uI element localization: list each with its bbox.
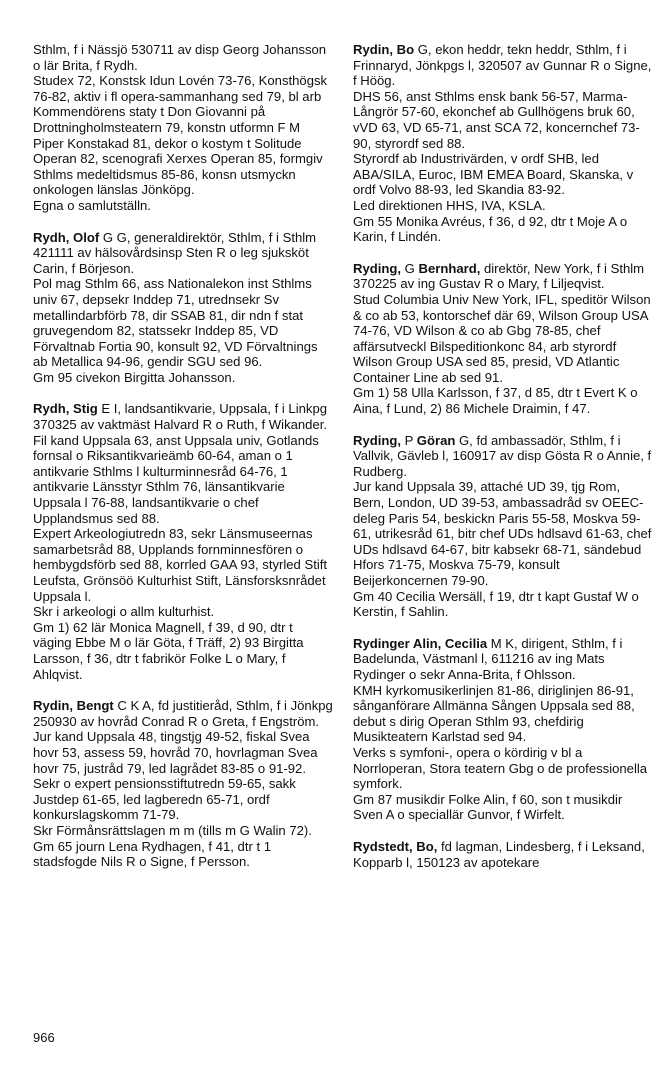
entry-paragraph: DHS 56, anst Sthlms ensk bank 56-57, Marma-Långrör 57-60, ekonchef ab Gullhögens bruk 60, vVD 63, VD 65-71, anst SCA 72, koncernchef 73-90, styrordf sed 88.	[353, 88, 640, 151]
biography-entry	[33, 401, 333, 682]
entry-paragraph: Gm 55 Monika Avréus, f 36, d 92, dtr t Moje A o Karin, f Lindén.	[353, 213, 628, 245]
biography-entry	[33, 42, 333, 214]
person-name: Ryding,	[353, 432, 402, 448]
entry-paragraph: KMH kyrkomusikerlinjen 81-86, diriglinjen 86-91, sånganförare Allmänna Sången Uppsala sed 88, debut s dirig Operan Sthlm 93, chefdirig Musikteatern Karlstad sed 94.	[353, 682, 635, 745]
entry-intro: M K, dirigent, Sthlm, f i Badelunda, Västmanl l, 611216 av ing Mats Rydinger o sekr Anna-Brita, f Ohlsson.	[353, 635, 623, 682]
entry-paragraph: Jur kand Uppsala 39, attaché UD 39, tjg Rom, Bern, London, UD 39-53, ambassadråd sv OEEC-deleg Paris 54, beskickn Paris 55-58, Moskva 59-61, utrikesråd 61, bitr chef UDs hdlsavd 61-63, chef UDs hdlsavd 64-67, bitr kabsekr 68-71, sändebud Hfors 71-75, Moskva 75-79, konsult Beijerkoncernen 79-90.	[353, 479, 652, 588]
entry-paragraph: Gm 87 musikdir Folke Alin, f 60, son t musikdir Sven A o speciallär Gunvor, f Wirfelt.	[353, 791, 623, 823]
entry-intro: G, fd ambassadör, Sthlm, f i Vallvik, Gävleb l, 160917 av disp Gösta R o Annie, f Rudberg.	[353, 432, 652, 479]
entry-intro: direktör, New York, f i Sthlm 370225 av ing Gustav R o Mary, f Liljeqvist.	[353, 260, 645, 292]
entry-paragraph: Gm 65 journ Lena Rydhagen, f 41, dtr t 1 stadsfogde Nils R o Signe, f Persson.	[33, 838, 272, 870]
entry-heading	[353, 261, 655, 292]
entry-paragraph: Stud Columbia Univ New York, IFL, speditör Wilson & co ab 53, kontorschef där 69, Wilson Group USA 74-76, VD Wilson & co ab Gbg 78-85, chef affärsutveckl Bilspeditionkonc 84, arb styrordf Wilson Group USA sed 85, presid, VD Atlantic Container Line ab sed 91.	[353, 291, 651, 385]
entry-paragraph: Studex 72, Konstsk Idun Lovén 73-76, Konsthögsk 76-82, aktiv i fl opera-sammanhang sed 79, bl arb Kommendörens staty t Don Giovanni på Drottningholmsteatern 79, konstn utformn F M Piper Konstakad 81, dekor o kostym t Solitude Operan 82, scenografi Xerxes Operan 85, formgiv Sthlms medeltidsmus 85-86, konsn utsmyckn onkologen länslas Jönköpg.	[33, 73, 328, 198]
entry-heading	[33, 230, 333, 277]
person-name: Rydh, Stig	[33, 401, 98, 417]
biography-entry	[353, 839, 655, 870]
entry-heading	[353, 839, 655, 870]
entry-intro: G G, generaldirektör, Sthlm, f i Sthlm 421111 av hälsovårdsinsp Sten R o leg sjuksköt Carin, f Börjeson.	[33, 229, 317, 276]
entry-heading	[353, 636, 655, 683]
person-name: Rydinger Alin, Cecilia	[353, 635, 488, 651]
biography-entry	[33, 230, 333, 386]
entry-heading	[353, 42, 655, 89]
entry-paragraph: Skr Förmånsrättslagen m m (tills m G Walin 72).	[33, 822, 312, 838]
person-name: Rydin, Bo	[353, 42, 415, 57]
entry-paragraph: Expert Arkeologiutredn 83, sekr Länsmuseernas samarbetsråd 88, Upplands fornminnesfören o hembygdsförb sed 88, korrled GAA 93, styrled Stift Leufsta, Grönsöö Kulturhist Stift, Länsforsksnrådet Uppsala l.	[33, 526, 328, 604]
name-initial: G	[401, 260, 419, 276]
entry-heading	[33, 401, 333, 432]
entry-paragraph: Verks s symfoni-, opera o kördirig v bl a Norrloperan, Stora teatern Gbg o de professionella symfork.	[353, 744, 648, 792]
entry-heading	[353, 433, 655, 480]
person-name: Rydstedt, Bo,	[353, 838, 438, 854]
entry-paragraph: Gm 95 civekon Birgitta Johansson.	[33, 369, 236, 385]
entry-paragraph: Pol mag Sthlm 66, ass Nationalekon inst Sthlms univ 67, depsekr Inddep 71, utrednsekr Sv metallindarbförb 78, dir SSAB 81, dir ndn f stat gruvegendom 82, statssekr Inddep 85, VD Förvaltnab Fortia 90, konsult 92, VD Förvaltnings ab Metallica 94-96, gendir SGU sed 96.	[33, 276, 318, 370]
entry-paragraph: Sekr o expert pensionsstiftutredn 59-65, sakk Justdep 61-65, led lagberedn 65-71, ordf konkurslagskomm 71-79.	[33, 776, 296, 823]
person-name: Rydin, Bengt	[33, 698, 114, 714]
entry-paragraph: Gm 1) 62 lär Monica Magnell, f 39, d 90, dtr t väging Ebbe M o lär Göta, f Träff, 2) 93 Birgitta Larsson, f 36, dtr t fabrikör Folke L o Mary, f Ahlqvist.	[33, 619, 304, 682]
biography-entry	[353, 433, 655, 620]
entry-intro: C K A, fd justitieråd, Sthlm, f i Jönkpg 250930 av hovråd Conrad R o Greta, f Engström.	[33, 698, 333, 729]
entry-paragraph: Gm 1) 58 Ulla Karlsson, f 37, d 85, dtr t Evert K o Aina, f Lund, 2) 86 Michele Draimin, f 47.	[353, 385, 638, 417]
left-column	[33, 42, 333, 886]
entry-heading	[33, 42, 333, 73]
biography-entry	[353, 636, 655, 823]
entry-paragraph: Fil kand Uppsala 63, anst Uppsala univ, Gotlands fornsal o Riksantikvarieämb 60-64, aman o 1 antikvarie Sthlms l kulturminnesråd 64-76, 1 antikvarie Länsstyr Sthlm 76, länsantikvarie Uppsala l 76-88, landsantikvarie o chef Upplandsmus sed 88.	[33, 432, 319, 526]
entry-paragraph: Egna o samlutställn.	[33, 197, 151, 213]
entry-intro: G, ekon heddr, tekn heddr, Sthlm, f i Frinnaryd, Jönkpgs l, 320507 av Gunnar R o Signe, f Höög.	[353, 42, 652, 89]
person-given-name: Göran	[416, 432, 456, 448]
biography-entry	[353, 261, 655, 417]
entry-paragraph: Skr i arkeologi o allm kulturhist.	[33, 604, 215, 620]
biography-entry	[33, 698, 333, 870]
name-initial: P	[401, 432, 417, 448]
entry-paragraph: Styrordf ab Industrivärden, v ordf SHB, led ABA/SILA, Euroc, IBM EMEA Board, Skanska, v ordf Volvo 88-93, led Skandia 83-92.	[353, 151, 634, 198]
person-given-name: Bernhard,	[418, 260, 481, 276]
biography-entry	[353, 42, 655, 245]
entry-paragraph: Led direktionen HHS, IVA, KSLA.	[353, 197, 546, 213]
entry-heading	[33, 698, 333, 729]
right-column	[353, 42, 655, 886]
page-number: 966	[33, 1030, 55, 1045]
entry-intro: fd lagman, Lindesberg, f i Leksand, Kopparb l, 150123 av apotekare	[353, 838, 645, 870]
person-name: Ryding,	[353, 260, 402, 276]
entry-intro: E I, landsantikvarie, Uppsala, f i Linkpg 370325 av vaktmäst Halvard R o Ruth, f Wikander.	[33, 401, 328, 433]
person-name: Rydh, Olof	[33, 229, 100, 245]
entry-paragraph: Jur kand Uppsala 48, tingstjg 49-52, fiskal Svea hovr 53, assess 59, hovråd 70, hovrlagman Svea hovr 75, justråd 79, led lagrådet 83-85 o 91-92.	[33, 729, 318, 776]
entry-intro: Sthlm, f i Nässjö 530711 av disp Georg Johansson o lär Brita, f Rydh.	[33, 42, 327, 73]
entry-paragraph: Gm 40 Cecilia Wersäll, f 19, dtr t kapt Gustaf W o Kerstin, f Sahlin.	[353, 588, 639, 620]
